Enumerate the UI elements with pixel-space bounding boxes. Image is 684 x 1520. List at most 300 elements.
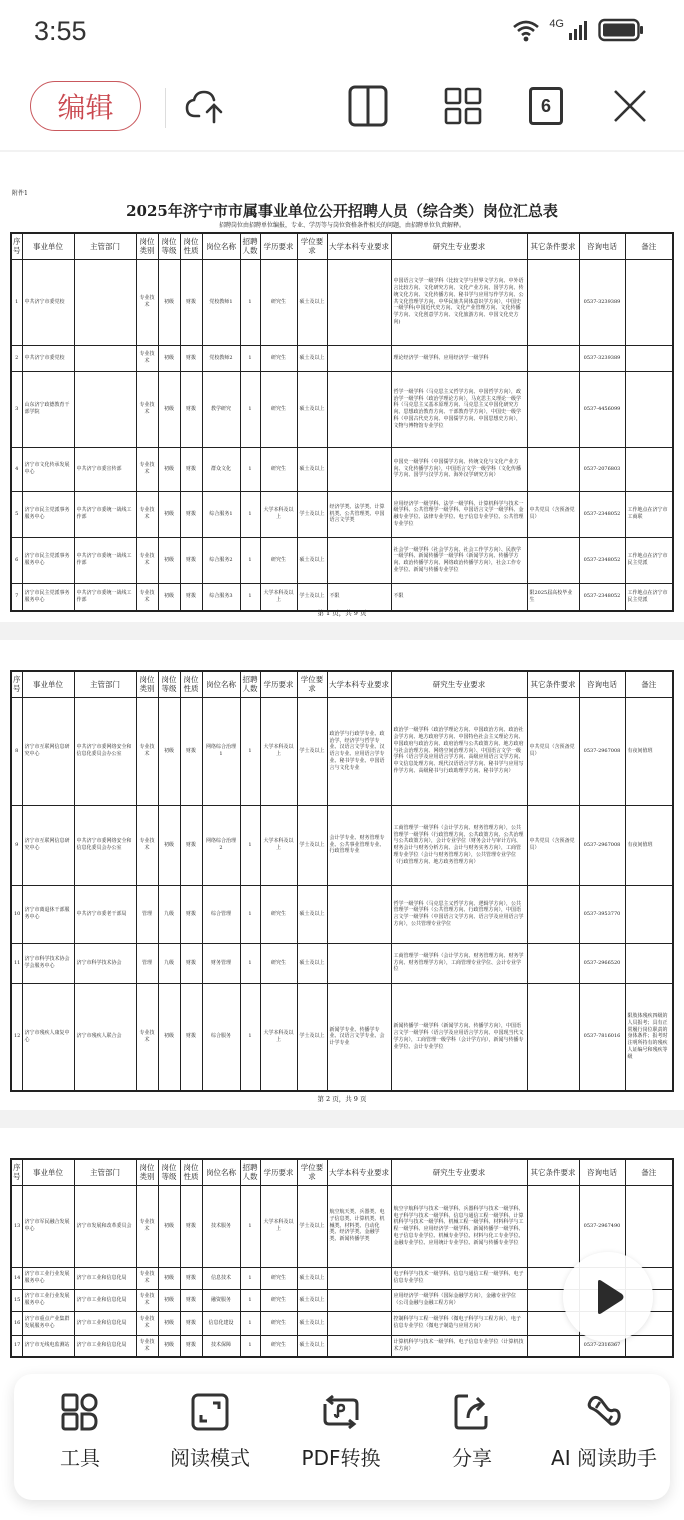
table-cell xyxy=(527,1335,579,1357)
table-cell xyxy=(74,371,136,447)
table-cell: 管理 xyxy=(136,943,158,983)
table-cell: 初级 xyxy=(158,447,180,491)
battery-icon xyxy=(598,18,644,42)
header-cell: 岗位类别 xyxy=(136,1159,158,1185)
table-cell: 专业技术 xyxy=(136,447,158,491)
table-cell: 初级 xyxy=(158,1311,180,1335)
table-cell: 专业技术 xyxy=(136,697,158,805)
table-cell: 1 xyxy=(240,983,260,1091)
table-cell xyxy=(327,1335,391,1357)
edit-button[interactable]: 编辑 xyxy=(30,81,141,131)
table-cell: 九级 xyxy=(158,885,180,943)
header-cell: 主管部门 xyxy=(74,1159,136,1185)
table-row xyxy=(11,697,673,805)
table-cell: 研究生 xyxy=(260,1289,297,1311)
table-cell: 财拨 xyxy=(180,1311,202,1335)
header-cell: 岗位名称 xyxy=(202,671,240,697)
table-cell: 济宁市工业和信息化局 xyxy=(74,1311,136,1335)
header-cell: 备注 xyxy=(625,1159,673,1185)
table-cell: 济宁市科学技术协会 xyxy=(74,943,136,983)
table-row xyxy=(11,1185,673,1267)
table-row xyxy=(11,371,673,447)
table-cell: 0537-2967008 xyxy=(579,805,625,885)
table-cell xyxy=(327,447,391,491)
table-cell: 工作地点在济宁市工商联 xyxy=(625,491,673,537)
table-cell: 4 xyxy=(11,447,22,491)
table-cell: 有夜间值班 xyxy=(625,805,673,885)
header-cell: 招聘人数 xyxy=(240,233,260,259)
table-cell: 技术服务 xyxy=(202,1185,240,1267)
reading-mode-icon xyxy=(190,1392,230,1432)
table-cell: 控制科学与工程一级学科（微电子科学与工程方向），电子信息专业学位（微电子制造与应用方向） xyxy=(391,1311,527,1335)
table-cell: 学士及以上 xyxy=(297,1185,327,1267)
table-row xyxy=(11,491,673,537)
table-cell: 济宁市互联网信息研究中心 xyxy=(22,805,74,885)
header-cell: 咨询电话 xyxy=(579,233,625,259)
table-cell: 1 xyxy=(240,491,260,537)
signal-icon xyxy=(568,19,590,41)
table-cell: 1 xyxy=(240,1267,260,1289)
table-cell: 0537-2348052 xyxy=(579,537,625,583)
table-cell: 中共济宁市委统一战线工作部 xyxy=(74,491,136,537)
table-cell xyxy=(625,1335,673,1357)
table-cell: 中国语言文学一级学科（比较文学与世界文学方向、中外语言比较方向、文化研究方向、文化产业方向、国学方向、传统文化方向、文化传播方向、秘书学与应用写作学方向、公共文化管理学方向、中华民族共同体意识学方向），中国史一级学科(中国近代史方向、文化产业管理方向、文化传播学方向、文化创意学方向、文化旅游方向、中国文化史方向) xyxy=(391,259,527,345)
table-cell: 0537-2967008 xyxy=(579,697,625,805)
pdf-convert-button[interactable] xyxy=(281,1392,401,1471)
top-toolbar xyxy=(0,64,684,150)
header-cell: 研究生专业要求 xyxy=(391,1159,527,1185)
header-cell: 学历要求 xyxy=(260,671,297,697)
header-cell: 事业单位 xyxy=(22,1159,74,1185)
table-row xyxy=(11,345,673,371)
table-cell: 专业技术 xyxy=(136,1267,158,1289)
table-cell: 九级 xyxy=(158,943,180,983)
table-cell: 经济学类、法学类、计算机类、公共管理类、中国语言文学类 xyxy=(327,491,391,537)
table-cell: 1 xyxy=(240,1311,260,1335)
positions-table-page-1 xyxy=(10,232,674,612)
table-cell xyxy=(327,943,391,983)
header-cell: 大学本科专业要求 xyxy=(327,1159,391,1185)
table-cell: 中共党员（含预备党员） xyxy=(527,805,579,885)
table-cell: 社会学一级学科（社会学方向、社会工作学方向）、民族学一级学科、新闻传播学一级学科（新闻学方向、传播学方向、政治传播学方向、网络政治传播学方向），社会工作专业学位、新闻与传播专业学位 xyxy=(391,537,527,583)
header-cell: 学位要求 xyxy=(297,233,327,259)
table-cell: 中共党员（含预备党员） xyxy=(527,491,579,537)
table-cell: 初级 xyxy=(158,259,180,345)
table-cell: 初级 xyxy=(158,371,180,447)
table-cell: 专业技术 xyxy=(136,1289,158,1311)
table-cell: 13 xyxy=(11,1185,22,1267)
table-cell: 15 xyxy=(11,1289,22,1311)
table-cell: 财拨 xyxy=(180,1335,202,1357)
header-cell: 岗位等级 xyxy=(158,1159,180,1185)
header-cell: 备注 xyxy=(625,233,673,259)
header-cell: 备注 xyxy=(625,671,673,697)
table-cell: 济宁市科学技术协会学会服务中心 xyxy=(22,943,74,983)
table-cell: 哲学一级学科（马克思主义哲学方向、中国哲学方向），政治学一级学科（政治学理论方向），马克思主义理论一级学科（马克思主义基本原理方向、马克思主义中国化研究方向、思想政治教育方向、干部教育学方向），中国史一级学科（中国古代史方向、中国儒学方向、中国思想史方向），文物与博物馆专业学位 xyxy=(391,371,527,447)
table-body xyxy=(11,259,673,611)
table-cell: 专业技术 xyxy=(136,1311,158,1335)
table-cell: 财拨 xyxy=(180,885,202,943)
toolbar-divider xyxy=(165,88,166,128)
table-cell: 技术保障 xyxy=(202,1335,240,1357)
reading-mode-button[interactable] xyxy=(150,1392,270,1471)
header-cell: 学历要求 xyxy=(260,233,297,259)
table-cell: 16 xyxy=(11,1311,22,1335)
table-cell: 0537-2076803 xyxy=(579,447,625,491)
tools-label: 工具 xyxy=(60,1446,100,1470)
table-cell: 5 xyxy=(11,491,22,537)
table-row xyxy=(11,583,673,611)
table-cell xyxy=(527,943,579,983)
table-cell: 济宁市民主党派事务服务中心 xyxy=(22,537,74,583)
table-cell xyxy=(527,447,579,491)
table-cell: 0537-2348052 xyxy=(579,491,625,537)
table-cell: 12 xyxy=(11,983,22,1091)
table-cell xyxy=(527,259,579,345)
table-cell: 财拨 xyxy=(180,371,202,447)
table-header-row xyxy=(11,1159,673,1185)
table-cell: 综合服务3 xyxy=(202,583,240,611)
table-cell: 初级 xyxy=(158,345,180,371)
page-footer: 第 1 页，共 9 页 xyxy=(317,609,367,617)
bottom-action-panel xyxy=(14,1374,670,1500)
status-time: 3:55 xyxy=(34,16,87,46)
table-row xyxy=(11,943,673,983)
table-cell: 综合服务1 xyxy=(202,491,240,537)
table-cell: 11 xyxy=(11,943,22,983)
table-cell: 硕士及以上 xyxy=(297,1289,327,1311)
table-cell: 济宁市重点产业集群发展服务中心 xyxy=(22,1311,74,1335)
table-row xyxy=(11,885,673,943)
table-cell: 0537-3239389 xyxy=(579,345,625,371)
table-cell: 研究生 xyxy=(260,371,297,447)
table-cell: 1 xyxy=(240,1335,260,1357)
status-bar xyxy=(0,0,684,64)
table-cell: 航空宇航科学与技术一级学科、兵器科学与技术一级学科、电子科学与技术一级学科、信息与通信工程一级学科、计算机科学与技术一级学科、机械工程一级学科、材料科学与工程一级学科、应用经济学一级学科、新闻传播学一级学科、电子信息专业学位、机械专业学位、材料与化工专业学位、金融专业学位、应用统计专业学位、新闻与传播专业学位 xyxy=(391,1185,527,1267)
table-cell: 1 xyxy=(240,943,260,983)
table-cell: 初级 xyxy=(158,1185,180,1267)
table-cell: 财拨 xyxy=(180,345,202,371)
table-cell: 不限 xyxy=(327,583,391,611)
header-cell: 序号 xyxy=(11,671,22,697)
header-cell: 事业单位 xyxy=(22,671,74,697)
table-cell: 财拨 xyxy=(180,447,202,491)
table-cell xyxy=(327,1311,391,1335)
table-cell: 工商管理学一级学科（会计学方向、财务管理方向、财务学方向、财务管理学方向），工商管理专业学位、会计专业学位 xyxy=(391,943,527,983)
table-cell: 2 xyxy=(11,345,22,371)
table-cell: 济宁市工业行业发展服务中心 xyxy=(22,1267,74,1289)
table-cell: 财拨 xyxy=(180,805,202,885)
table-cell: 1 xyxy=(240,345,260,371)
table-cell xyxy=(625,345,673,371)
table-cell: 研究生 xyxy=(260,447,297,491)
table-cell: 综合服务2 xyxy=(202,537,240,583)
table-cell xyxy=(625,885,673,943)
table-cell: 专业技术 xyxy=(136,491,158,537)
table-cell: 新闻传播学一级学科（新闻学方向、传播学方向），中国语言文学一级学科（语言学及应用语言学方向、中国现当代文学方向），工商管理一级学科（会计学方向），新闻与传播专业学位、会计专业学位 xyxy=(391,983,527,1091)
header-cell: 其它条件要求 xyxy=(527,671,579,697)
table-cell: 初级 xyxy=(158,537,180,583)
table-cell: 专业技术 xyxy=(136,1185,158,1267)
table-cell: 综合服务 xyxy=(202,983,240,1091)
table-cell: 专业技术 xyxy=(136,583,158,611)
table-cell: 0537-4456099 xyxy=(579,371,625,447)
header-cell: 大学本科专业要求 xyxy=(327,671,391,697)
reading-mode-label: 阅读模式 xyxy=(170,1446,250,1470)
play-button[interactable] xyxy=(563,1252,653,1342)
share-label: 分享 xyxy=(452,1446,492,1470)
table-cell: 1 xyxy=(240,1185,260,1267)
header-cell: 岗位类别 xyxy=(136,671,158,697)
table-cell: 17 xyxy=(11,1335,22,1357)
ai-assistant-button[interactable] xyxy=(544,1392,664,1471)
table-cell: 财拨 xyxy=(180,1267,202,1289)
attachment-label: 附件1 xyxy=(12,190,28,197)
pdf-convert-label: PDF转换 xyxy=(301,1446,381,1470)
table-cell: 济宁市离退休干部服务中心 xyxy=(22,885,74,943)
pdf-page-1 xyxy=(0,152,684,622)
table-cell: 1 xyxy=(240,805,260,885)
table-cell: 中共济宁市委党校 xyxy=(22,345,74,371)
table-cell: 济宁市残疾人联合会 xyxy=(74,983,136,1091)
header-cell: 岗位类别 xyxy=(136,233,158,259)
table-cell xyxy=(625,1185,673,1267)
table-cell xyxy=(527,983,579,1091)
table-cell: 研究生 xyxy=(260,885,297,943)
table-cell: 管理 xyxy=(136,885,158,943)
table-cell: 济宁市工业行业发展服务中心 xyxy=(22,1289,74,1311)
table-cell: 0537-2967490 xyxy=(579,1185,625,1267)
table-cell: 1 xyxy=(240,537,260,583)
table-cell xyxy=(625,447,673,491)
table-cell: 中共济宁市委宣传部 xyxy=(74,447,136,491)
table-cell: 0537-7816016 xyxy=(579,983,625,1091)
table-cell xyxy=(527,345,579,371)
table-cell xyxy=(327,885,391,943)
table-cell: 硕士及以上 xyxy=(297,259,327,345)
table-cell: 群众文化 xyxy=(202,447,240,491)
table-cell: 研究生 xyxy=(260,1311,297,1335)
table-cell: 初级 xyxy=(158,983,180,1091)
header-cell: 岗位名称 xyxy=(202,1159,240,1185)
table-cell: 中共党员（含预备党员） xyxy=(527,697,579,805)
table-cell: 信息技术 xyxy=(202,1267,240,1289)
table-cell: 应用经济学一级学科（国际金融学方向），金融专业学位（公司金融与金融工程方向） xyxy=(391,1289,527,1311)
document-subtitle: 招聘岗位由招聘单位编报，专业、学历等与岗位资格条件相关的问题，由招聘单位负责解释。 xyxy=(218,222,465,229)
table-row xyxy=(11,805,673,885)
pdf-page-2 xyxy=(0,640,684,1110)
table-cell: 硕士及以上 xyxy=(297,537,327,583)
share-icon xyxy=(452,1392,492,1432)
header-cell: 招聘人数 xyxy=(240,671,260,697)
table-cell: 10 xyxy=(11,885,22,943)
table-cell: 0537-2316367 xyxy=(579,1335,625,1357)
table-cell: 不限 xyxy=(391,583,527,611)
table-cell: 7 xyxy=(11,583,22,611)
header-cell: 研究生专业要求 xyxy=(391,233,527,259)
table-cell: 研究生 xyxy=(260,943,297,983)
table-cell: 济宁市互联网信息研究中心 xyxy=(22,697,74,805)
table-cell xyxy=(327,371,391,447)
document-title: 2025年济宁市市属事业单位公开招聘人员（综合类）岗位汇总表 xyxy=(126,202,558,220)
wifi-icon xyxy=(511,18,541,42)
table-cell: 中国史一级学科（中国儒学方向、传统文化与文化产业方向、文化传播学方向），中国语言文学一级学科（文化传播学方向、国学与汉学方向、海外汉学研究方向） xyxy=(391,447,527,491)
table-cell: 政治学一级学科（政治学理论方向、中国政治方向、政治社会学方向、地方政府学方向、中国特色社会主义理论方向、中国政府与政治方向、政府治理与公共政策方向、地方政府与社会治理方向、网络空间治理方向）、中国语言文学一级学科（语言学及应用语言学方向、高级应用语言文学方向、中文信息处理方向、现代汉语语言学方向、秘书学与应用写作学方向、高级秘书与行政助理学方向、秘书学方向） xyxy=(391,697,527,805)
table-cell: 中共济宁市委老干部局 xyxy=(74,885,136,943)
table-cell xyxy=(74,259,136,345)
table-cell: 信息化建设 xyxy=(202,1311,240,1335)
table-cell: 学士及以上 xyxy=(297,805,327,885)
table-cell: 山东济宁政德教育干部学院 xyxy=(22,371,74,447)
table-cell: 大学本科及以上 xyxy=(260,697,297,805)
table-cell: 大学本科及以上 xyxy=(260,983,297,1091)
table-cell: 硕士及以上 xyxy=(297,1335,327,1357)
header-cell: 其它条件要求 xyxy=(527,1159,579,1185)
table-cell xyxy=(327,259,391,345)
header-cell: 主管部门 xyxy=(74,233,136,259)
table-cell: 硕士及以上 xyxy=(297,345,327,371)
split-view-icon[interactable] xyxy=(346,84,390,128)
table-cell: 初级 xyxy=(158,1267,180,1289)
table-cell: 1 xyxy=(240,447,260,491)
table-row xyxy=(11,447,673,491)
tools-icon xyxy=(60,1392,100,1432)
table-cell: 硕士及以上 xyxy=(297,371,327,447)
table-cell: 工作地点在济宁市民主党派 xyxy=(625,583,673,611)
table-cell: 6 xyxy=(11,537,22,583)
header-cell: 研究生专业要求 xyxy=(391,671,527,697)
table-cell: 济宁市民主党派事务服务中心 xyxy=(22,583,74,611)
table-cell: 网络综合治理2 xyxy=(202,805,240,885)
table-cell: 研究生 xyxy=(260,259,297,345)
table-cell: 学士及以上 xyxy=(297,697,327,805)
grid-view-icon[interactable] xyxy=(441,84,485,128)
table-cell: 中共济宁市委统一战线工作部 xyxy=(74,537,136,583)
table-cell xyxy=(527,885,579,943)
table-cell: 应用经济学一级学科、法学一级学科、计算机科学与技术一级学科、公共管理学一级学科、中国语言文学一级学科、金融专业学位、法律专业学位、电子信息专业学位、公共管理专业学位 xyxy=(391,491,527,537)
table-body xyxy=(11,697,673,1091)
table-header-row xyxy=(11,233,673,259)
header-cell: 岗位性质 xyxy=(180,233,202,259)
tools-button[interactable] xyxy=(20,1392,140,1471)
table-cell: 中共济宁市委党校 xyxy=(22,259,74,345)
header-cell: 学位要求 xyxy=(297,671,327,697)
ai-assistant-icon xyxy=(584,1392,624,1432)
page-count-icon[interactable] xyxy=(524,84,568,128)
table-cell: 0537-2966520 xyxy=(579,943,625,983)
header-cell: 序号 xyxy=(11,1159,22,1185)
page-footer: 第 2 页，共 9 页 xyxy=(317,1095,367,1103)
table-cell xyxy=(527,371,579,447)
table-cell: 融资服务 xyxy=(202,1289,240,1311)
table-cell: 济宁市发展和改革委员会 xyxy=(74,1185,136,1267)
header-cell: 学历要求 xyxy=(260,1159,297,1185)
table-cell: 1 xyxy=(240,583,260,611)
play-icon xyxy=(588,1277,628,1317)
table-cell: 初级 xyxy=(158,491,180,537)
table-cell: 济宁市工业和信息化局 xyxy=(74,1289,136,1311)
table-cell: 14 xyxy=(11,1267,22,1289)
header-cell: 其它条件要求 xyxy=(527,233,579,259)
table-cell: 济宁市军民融合发展中心 xyxy=(22,1185,74,1267)
table-cell: 限2025届高校毕业生 xyxy=(527,583,579,611)
table-cell: 1 xyxy=(11,259,22,345)
table-row xyxy=(11,983,673,1091)
table-cell xyxy=(74,345,136,371)
table-cell: 济宁市工业和信息化局 xyxy=(74,1267,136,1289)
table-cell xyxy=(625,943,673,983)
table-cell: 教学研究 xyxy=(202,371,240,447)
table-cell: 大学本科及以上 xyxy=(260,805,297,885)
table-cell: 专业技术 xyxy=(136,259,158,345)
table-cell: 会计学专业、财务管理专业、公共事业管理专业、行政管理专业 xyxy=(327,805,391,885)
cloud-upload-icon[interactable] xyxy=(183,84,227,128)
table-cell: 财拨 xyxy=(180,1185,202,1267)
table-cell: 网络综合治理1 xyxy=(202,697,240,805)
table-cell xyxy=(625,259,673,345)
table-cell: 理论经济学一级学科、应用经济学一级学科 xyxy=(391,345,527,371)
table-cell: 学士及以上 xyxy=(297,583,327,611)
header-cell: 咨询电话 xyxy=(579,1159,625,1185)
table-cell: 研究生 xyxy=(260,1335,297,1357)
table-cell: 新闻学专业、传播学专业、汉语言文学专业、会计学专业 xyxy=(327,983,391,1091)
table-cell: 初级 xyxy=(158,805,180,885)
table-cell: 专业技术 xyxy=(136,983,158,1091)
table-cell xyxy=(327,1267,391,1289)
positions-table-page-2 xyxy=(10,670,674,1092)
table-cell: 初级 xyxy=(158,583,180,611)
header-cell: 岗位等级 xyxy=(158,233,180,259)
table-cell: 中共济宁市委统一战线工作部 xyxy=(74,583,136,611)
table-cell: 初级 xyxy=(158,1335,180,1357)
table-cell: 专业技术 xyxy=(136,805,158,885)
pdf-convert-icon xyxy=(321,1392,361,1432)
share-button[interactable] xyxy=(412,1392,532,1471)
table-cell: 初级 xyxy=(158,697,180,805)
table-cell: 专业技术 xyxy=(136,345,158,371)
table-cell: 党校教师2 xyxy=(202,345,240,371)
close-icon[interactable] xyxy=(608,84,652,128)
table-cell: 1 xyxy=(240,885,260,943)
ai-assistant-label: AI 阅读助手 xyxy=(551,1446,657,1470)
table-cell: 财拨 xyxy=(180,259,202,345)
table-cell: 济宁市无线电监测站 xyxy=(22,1335,74,1357)
table-cell: 硕士及以上 xyxy=(297,447,327,491)
table-cell: 中共济宁市委网络安全和信息化委员会办公室 xyxy=(74,697,136,805)
table-cell: 硕士及以上 xyxy=(297,1267,327,1289)
header-cell: 岗位性质 xyxy=(180,1159,202,1185)
table-row xyxy=(11,537,673,583)
table-cell: 研究生 xyxy=(260,345,297,371)
table-cell: 3 xyxy=(11,371,22,447)
table-cell: 1 xyxy=(240,259,260,345)
table-cell: 政治学与行政学专业、政治学、经济学与哲学专业、汉语言文学专业、汉语言专业、应用语言学专业、秘书学专业、中国语言与文化专业 xyxy=(327,697,391,805)
network-type: 4G xyxy=(549,18,564,30)
table-cell xyxy=(327,537,391,583)
table-cell: 0537-3239389 xyxy=(579,259,625,345)
table-cell: 济宁市工业和信息化局 xyxy=(74,1335,136,1357)
table-cell: 0537-3953770 xyxy=(579,885,625,943)
table-cell: 财拨 xyxy=(180,983,202,1091)
table-cell: 研究生 xyxy=(260,537,297,583)
status-icons xyxy=(511,18,644,42)
table-header-row xyxy=(11,671,673,697)
table-cell: 硕士及以上 xyxy=(297,943,327,983)
table-cell: 研究生 xyxy=(260,1267,297,1289)
table-cell: 济宁市民主党派事务服务中心 xyxy=(22,491,74,537)
table-cell: 1 xyxy=(240,1289,260,1311)
table-row xyxy=(11,1335,673,1357)
